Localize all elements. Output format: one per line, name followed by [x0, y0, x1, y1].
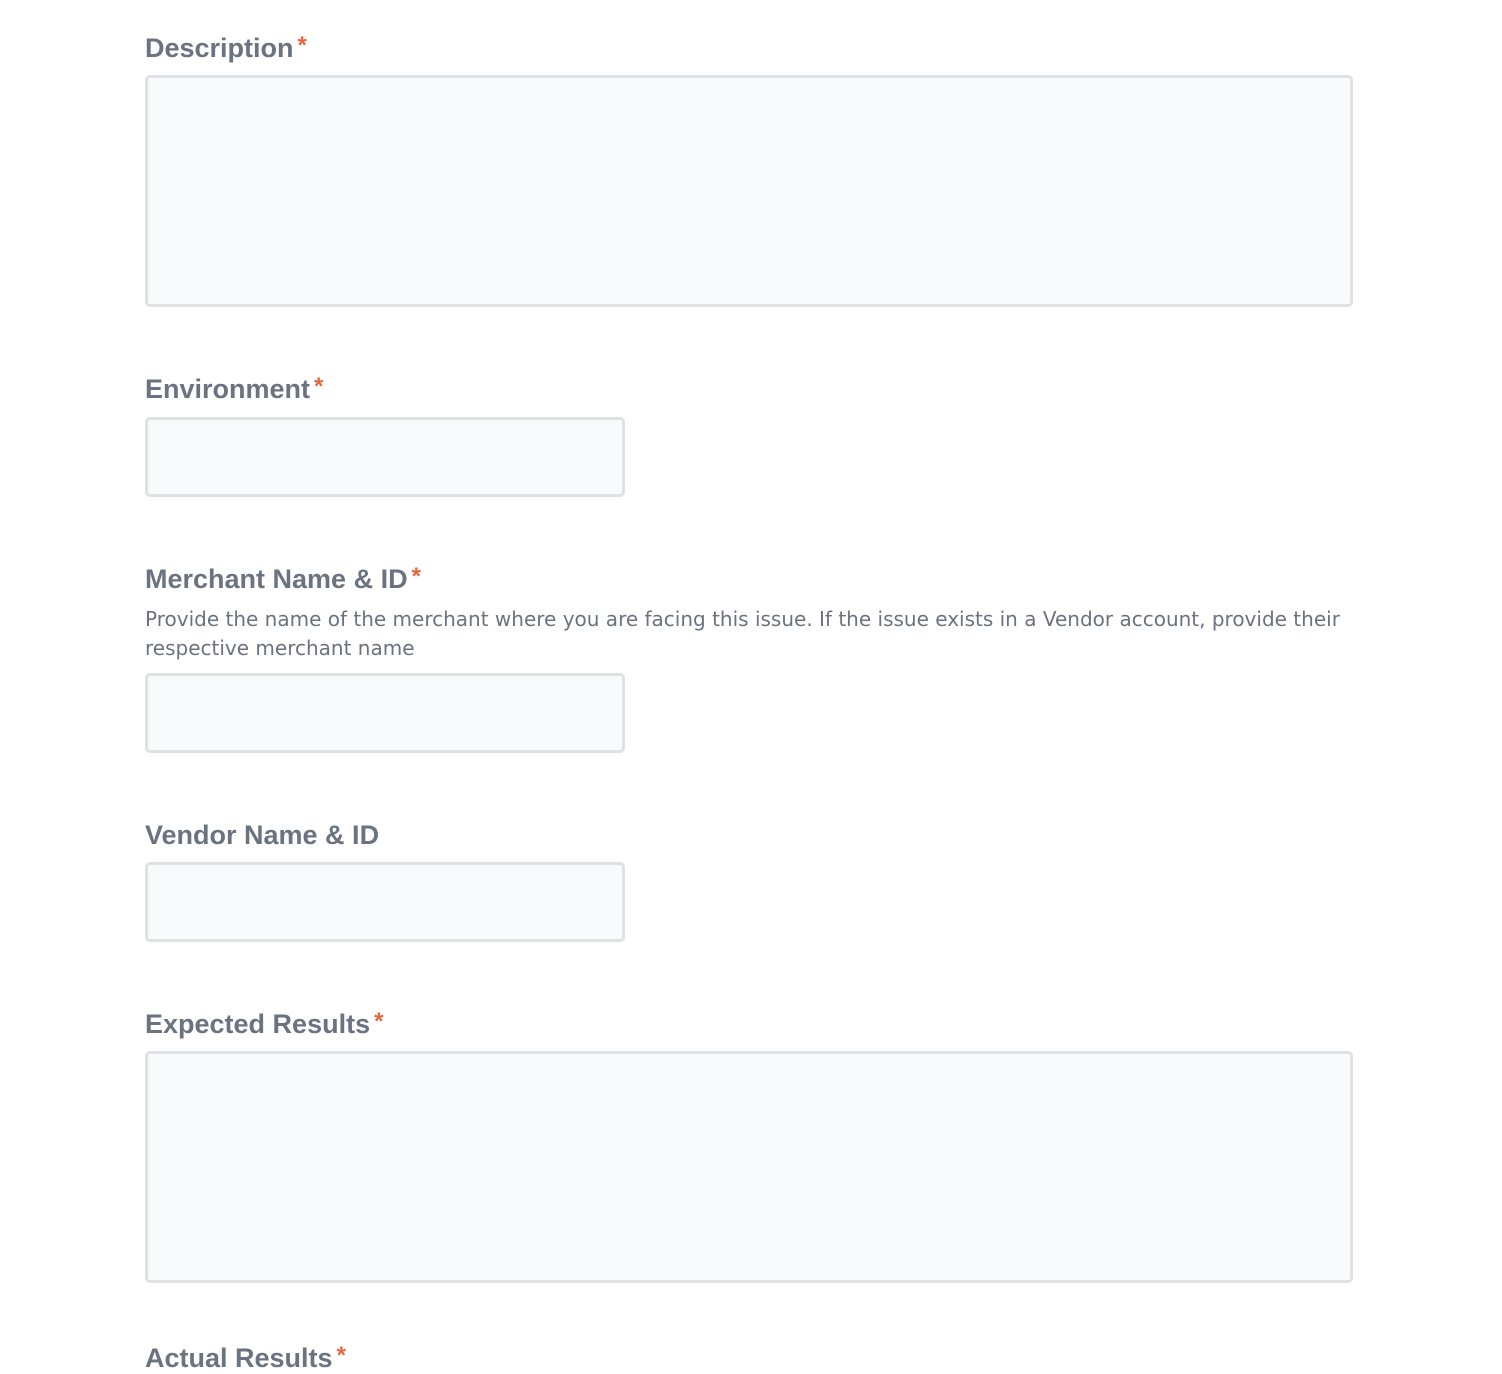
- merchant-help-text: Provide the name of the merchant where you are facing this issue. If the issue exists in a Vendor account, provide their respective merchant name: [145, 607, 1340, 660]
- required-asterisk: *: [336, 1342, 346, 1369]
- merchant-label: [145, 563, 1353, 595]
- description-label: [145, 32, 1353, 64]
- vendor-label-text: Vendor Name & ID: [145, 820, 380, 850]
- merchant-input[interactable]: [145, 673, 625, 753]
- expected-results-label-text: Expected Results: [145, 1009, 371, 1039]
- environment-input[interactable]: [145, 417, 625, 497]
- required-asterisk: *: [297, 32, 307, 59]
- required-asterisk: *: [314, 373, 324, 400]
- environment-label: [145, 373, 625, 405]
- vendor-label: [145, 819, 625, 851]
- description-textarea[interactable]: [145, 75, 1353, 307]
- expected-results-field: [145, 1008, 1353, 1283]
- vendor-input[interactable]: [145, 862, 625, 942]
- merchant-field: [145, 563, 1353, 753]
- environment-label-text: Environment: [145, 374, 311, 404]
- expected-results-label: [145, 1008, 1353, 1040]
- vendor-field: [145, 819, 625, 942]
- actual-results-label-text: Actual Results: [145, 1343, 333, 1373]
- actual-results-label: [145, 1342, 346, 1374]
- merchant-label-text: Merchant Name & ID: [145, 564, 408, 594]
- expected-results-textarea[interactable]: [145, 1051, 1353, 1283]
- description-label-text: Description: [145, 33, 294, 63]
- actual-results-field: [145, 1342, 346, 1374]
- required-asterisk: *: [374, 1008, 384, 1035]
- environment-field: [145, 373, 625, 497]
- required-asterisk: *: [411, 563, 421, 590]
- description-field: [145, 32, 1353, 307]
